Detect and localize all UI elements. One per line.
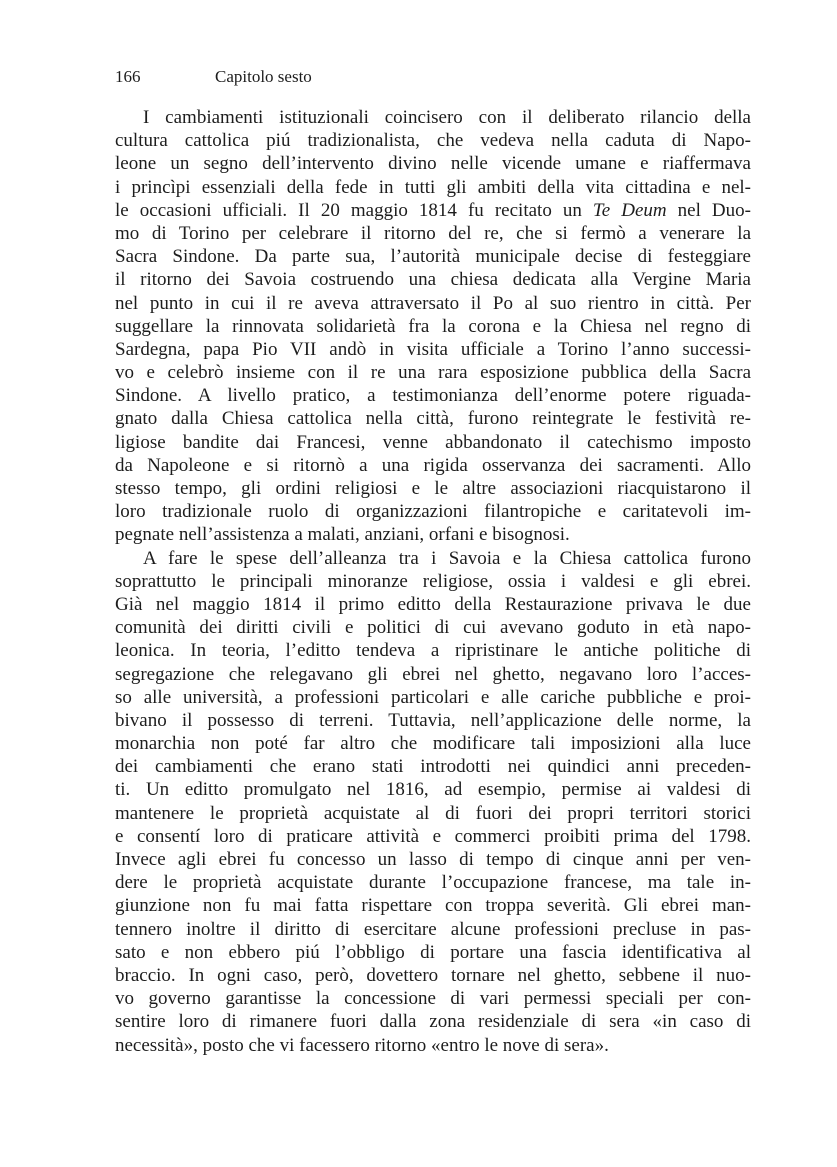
text-line (115, 778, 751, 801)
line-text: dere le proprietà acquistate durante l’occupazione francese, ma tale in- (115, 872, 751, 894)
text-line (115, 825, 751, 848)
line-text: Sindone. A livello pratico, a testimonianza dell’enorme potere riguada- (115, 385, 751, 407)
line-text: leone un segno dell’intervento divino nelle vicende umane e riaffermava (115, 153, 751, 175)
line-text: sato e non ebbero piú l’obbligo di portare una fascia identificativa al (115, 941, 751, 963)
line-text: bivano il possesso di terreni. Tuttavia, nell’applicazione delle norme, la (115, 709, 751, 731)
line-text: il ritorno dei Savoia costruendo una chiesa dedicata alla Vergine Maria (115, 269, 751, 291)
text-line (115, 315, 751, 338)
text-line (115, 987, 751, 1010)
text-line (115, 245, 751, 268)
line-text: e consentí loro di praticare attività e commerci proibiti prima del 1798. (115, 825, 751, 847)
line-text: Già nel maggio 1814 il primo editto della Restaurazione privava le due (115, 593, 751, 615)
line-text: cultura cattolica piú tradizionalista, che vedeva nella caduta di Napo- (115, 130, 751, 152)
line-text: Sardegna, papa Pio VII andò in visita ufficiale a Torino l’anno successi- (115, 338, 751, 360)
line-text: pegnate nell’assistenza a malati, anziani, orfani e bisognosi. (115, 524, 570, 546)
text-line (115, 1034, 751, 1057)
line-text: sentire loro di rimanere fuori dalla zona residenziale di sera «in caso di (115, 1011, 751, 1033)
text-line (115, 616, 751, 639)
line-text: leonica. In teoria, l’editto tendeva a ripristinare le antiche politiche di (115, 640, 751, 662)
line-text (115, 199, 751, 222)
line-text: tennero inoltre il diritto di esercitare alcune professioni precluse in pas- (115, 918, 751, 940)
text-line (115, 176, 751, 199)
text-line (115, 547, 751, 570)
line-text: I cambiamenti istituzionali coincisero con il deliberato rilancio della (143, 107, 751, 128)
line-text: nel punto in cui il re aveva attraversato il Po al suo rientro in città. Per (115, 292, 751, 314)
line-text: suggellare la rinnovata solidarietà fra la corona e la Chiesa nel regno di (115, 315, 751, 337)
line-text: monarchia non poté far altro che modificare tali imposizioni alla luce (115, 733, 751, 755)
text-line (115, 894, 751, 917)
text-segment: le occasioni ufficiali. Il 20 maggio 1814 fu recitato un (115, 199, 593, 221)
line-text: so alle università, a professioni particolari e alle cariche pubbliche e proi- (115, 686, 751, 708)
text-line (115, 292, 751, 315)
text-segment: nel Duo- (666, 199, 751, 221)
line-text: stesso tempo, gli ordini religiosi e le altre associazioni riacquistarono il (115, 478, 751, 499)
text-line (115, 384, 751, 407)
text-line (115, 848, 751, 871)
line-text: i princìpi essenziali della fede in tutti gli ambiti della vita cittadina e nel- (115, 176, 751, 198)
body-text (115, 106, 751, 1057)
text-line (115, 129, 751, 152)
line-text: loro tradizionale ruolo di organizzazioni filantropiche e caritatevoli im- (115, 501, 751, 523)
line-text: Sacra Sindone. Da parte sua, l’autorità municipale decise di festeggiare (115, 246, 751, 268)
text-line (115, 1010, 751, 1033)
line-text: soprattutto le principali minoranze religiose, ossia i valdesi e gli ebrei. (115, 570, 751, 592)
line-text: vo governo garantisse la concessione di vari permessi speciali per con- (115, 988, 751, 1010)
line-text: giunzione non fu mai fatta rispettare con troppa severità. Gli ebrei man- (115, 895, 751, 917)
text-line (115, 523, 751, 546)
text-line (115, 802, 751, 825)
text-line (115, 106, 751, 129)
running-title: Capitolo sesto (215, 67, 312, 86)
line-text: mo di Torino per celebrare il ritorno del re, che si fermò a venerare la (115, 222, 751, 244)
text-line (115, 732, 751, 755)
text-line (115, 338, 751, 361)
text-line (115, 454, 751, 477)
text-line (115, 199, 751, 222)
line-text: comunità dei diritti civili e politici di cui avevano goduto in età napo- (115, 617, 751, 639)
line-text: da Napoleone e si ritornò a una rigida osservanza dei sacramenti. Allo (115, 454, 751, 476)
text-line (115, 477, 751, 500)
text-line (115, 941, 751, 964)
text-line (115, 639, 751, 662)
line-text: Invece agli ebrei fu concesso un lasso di tempo di cinque anni per ven- (115, 849, 751, 870)
text-line (115, 663, 751, 686)
text-line (115, 152, 751, 175)
line-text: ligiose bandite dai Francesi, venne abbandonato il catechismo imposto (115, 431, 751, 453)
text-line (115, 407, 751, 430)
italic-text: Te Deum (592, 199, 667, 221)
text-line (115, 686, 751, 709)
line-text: segregazione che relegavano gli ebrei nel ghetto, negavano loro l’acces- (115, 663, 751, 685)
text-line (115, 570, 751, 593)
page-number: 166 (115, 67, 141, 86)
line-text: vo e celebrò insieme con il re una rara esposizione pubblica della Sacra (115, 362, 751, 384)
text-line (115, 871, 751, 894)
line-text: braccio. In ogni caso, però, dovettero tornare nel ghetto, sebbene il nuo- (115, 964, 751, 986)
text-line (115, 964, 751, 987)
text-line (115, 709, 751, 732)
text-line (115, 593, 751, 616)
line-text: ti. Un editto promulgato nel 1816, ad esempio, permise ai valdesi di (115, 779, 751, 801)
text-line (115, 361, 751, 384)
text-line (115, 918, 751, 941)
paragraph (115, 547, 751, 1057)
line-text: dei cambiamenti che erano stati introdotti nei quindici anni preceden- (115, 756, 751, 778)
paragraph (115, 106, 751, 547)
line-text: A fare le spese dell’alleanza tra i Savoia e la Chiesa cattolica furono (143, 547, 751, 569)
text-line (115, 500, 751, 523)
line-text: mantenere le proprietà acquistate al di fuori dei propri territori storici (115, 802, 751, 824)
text-line (115, 431, 751, 454)
line-text: gnato dalla Chiesa cattolica nella città, furono reintegrate le festività re- (115, 408, 751, 430)
line-text: necessità», posto che vi facessero ritorno «entro le nove di sera». (115, 1034, 609, 1056)
text-line (115, 268, 751, 291)
text-line (115, 755, 751, 778)
text-line (115, 222, 751, 245)
